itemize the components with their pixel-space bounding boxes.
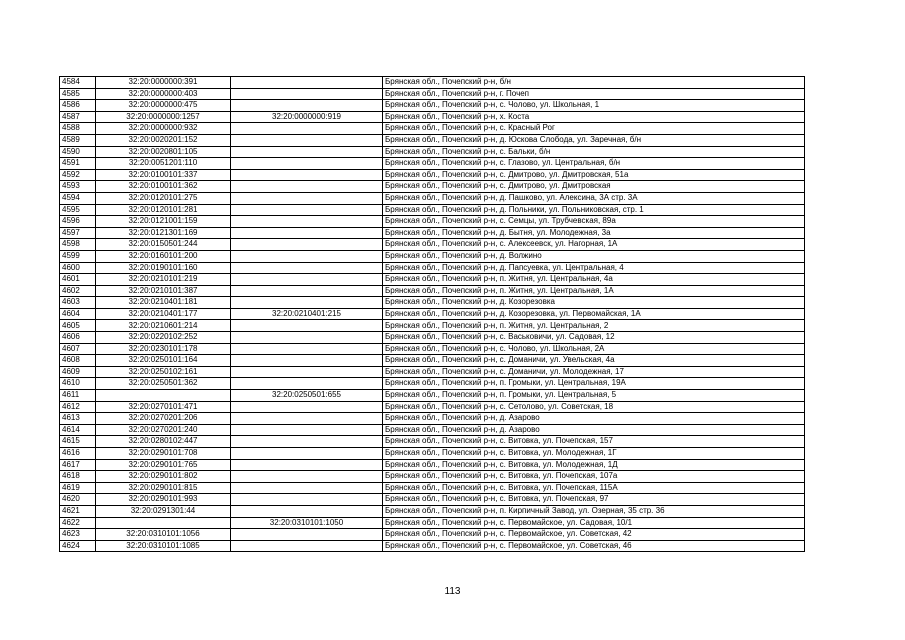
address-cell: Брянская обл., Почепский р-н, п. Житня, ул. Центральная, 2 bbox=[383, 320, 805, 332]
table-row bbox=[60, 123, 805, 135]
cadastral-number-cell: 32:20:0230101:178 bbox=[96, 343, 231, 355]
row-number-cell: 4586 bbox=[60, 100, 96, 112]
table-row bbox=[60, 390, 805, 402]
address-cell: Брянская обл., Почепский р-н, с. Бальки, б/н bbox=[383, 146, 805, 158]
linked-cadastral-number-cell bbox=[231, 424, 383, 436]
table-row bbox=[60, 378, 805, 390]
row-number-cell: 4607 bbox=[60, 343, 96, 355]
table-row bbox=[60, 262, 805, 274]
table-row bbox=[60, 158, 805, 170]
address-cell: Брянская обл., Почепский р-н, с. Витовка, ул. Молодежная, 1Д bbox=[383, 459, 805, 471]
table-row bbox=[60, 366, 805, 378]
row-number-cell: 4617 bbox=[60, 459, 96, 471]
row-number-cell: 4603 bbox=[60, 297, 96, 309]
linked-cadastral-number-cell bbox=[231, 181, 383, 193]
linked-cadastral-number-cell bbox=[231, 262, 383, 274]
address-cell: Брянская обл., Почепский р-н, с. Дмитрово, ул. Дмитровская, 51а bbox=[383, 169, 805, 181]
table-row bbox=[60, 471, 805, 483]
address-cell: Брянская обл., Почепский р-н, х. Коста bbox=[383, 111, 805, 123]
address-cell: Брянская обл., Почепский р-н, с. Алексеевск, ул. Нагорная, 1А bbox=[383, 239, 805, 251]
table-row bbox=[60, 494, 805, 506]
cadastral-number-cell: 32:20:0210101:219 bbox=[96, 274, 231, 286]
linked-cadastral-number-cell: 32:20:0000000:919 bbox=[231, 111, 383, 123]
linked-cadastral-number-cell bbox=[231, 192, 383, 204]
table-row bbox=[60, 448, 805, 460]
address-cell: Брянская обл., Почепский р-н, с. Чолово, ул. Школьная, 1 bbox=[383, 100, 805, 112]
table-row bbox=[60, 343, 805, 355]
table-row bbox=[60, 529, 805, 541]
linked-cadastral-number-cell bbox=[231, 134, 383, 146]
table-row bbox=[60, 250, 805, 262]
table-row bbox=[60, 111, 805, 123]
linked-cadastral-number-cell bbox=[231, 355, 383, 367]
linked-cadastral-number-cell bbox=[231, 436, 383, 448]
cadastral-number-cell: 32:20:0270101:471 bbox=[96, 401, 231, 413]
row-number-cell: 4605 bbox=[60, 320, 96, 332]
address-cell: Брянская обл., Почепский р-н, с. Доманичи, ул. Молодежная, 17 bbox=[383, 366, 805, 378]
table-row bbox=[60, 459, 805, 471]
table-row bbox=[60, 413, 805, 425]
cadastral-number-cell: 32:20:0190101:160 bbox=[96, 262, 231, 274]
registry-table-body bbox=[60, 77, 805, 552]
row-number-cell: 4613 bbox=[60, 413, 96, 425]
row-number-cell: 4598 bbox=[60, 239, 96, 251]
cadastral-number-cell: 32:20:0020801:105 bbox=[96, 146, 231, 158]
linked-cadastral-number-cell bbox=[231, 285, 383, 297]
cadastral-number-cell: 32:20:0000000:932 bbox=[96, 123, 231, 135]
linked-cadastral-number-cell bbox=[231, 366, 383, 378]
row-number-cell: 4584 bbox=[60, 77, 96, 89]
cadastral-number-cell: 32:20:0210401:181 bbox=[96, 297, 231, 309]
row-number-cell: 4594 bbox=[60, 192, 96, 204]
row-number-cell: 4599 bbox=[60, 250, 96, 262]
cadastral-number-cell: 32:20:0020201:152 bbox=[96, 134, 231, 146]
address-cell: Брянская обл., Почепский р-н, с. Красный Рог bbox=[383, 123, 805, 135]
row-number-cell: 4592 bbox=[60, 169, 96, 181]
row-number-cell: 4623 bbox=[60, 529, 96, 541]
linked-cadastral-number-cell: 32:20:0210401:215 bbox=[231, 308, 383, 320]
linked-cadastral-number-cell: 32:20:0310101:1050 bbox=[231, 517, 383, 529]
linked-cadastral-number-cell bbox=[231, 158, 383, 170]
cadastral-number-cell: 32:20:0290101:815 bbox=[96, 482, 231, 494]
address-cell: Брянская обл., Почепский р-н, с. Витовка, ул. Почепская, 97 bbox=[383, 494, 805, 506]
linked-cadastral-number-cell bbox=[231, 227, 383, 239]
address-cell: Брянская обл., Почепский р-н, д. Азарово bbox=[383, 424, 805, 436]
address-cell: Брянская обл., Почепский р-н, п. Житня, ул. Центральная, 4а bbox=[383, 274, 805, 286]
address-cell: Брянская обл., Почепский р-н, д. Юскова Слобода, ул. Заречная, б/н bbox=[383, 134, 805, 146]
table-row bbox=[60, 297, 805, 309]
linked-cadastral-number-cell bbox=[231, 494, 383, 506]
table-row bbox=[60, 436, 805, 448]
address-cell: Брянская обл., Почепский р-н, п. Громыки, ул. Центральная, 19А bbox=[383, 378, 805, 390]
address-cell: Брянская обл., Почепский р-н, д. Козорезовка bbox=[383, 297, 805, 309]
linked-cadastral-number-cell bbox=[231, 169, 383, 181]
linked-cadastral-number-cell bbox=[231, 297, 383, 309]
row-number-cell: 4611 bbox=[60, 390, 96, 402]
row-number-cell: 4587 bbox=[60, 111, 96, 123]
address-cell: Брянская обл., Почепский р-н, с. Витовка, ул. Почепская, 115А bbox=[383, 482, 805, 494]
row-number-cell: 4602 bbox=[60, 285, 96, 297]
cadastral-number-cell: 32:20:0290101:765 bbox=[96, 459, 231, 471]
linked-cadastral-number-cell bbox=[231, 459, 383, 471]
table-row bbox=[60, 169, 805, 181]
address-cell: Брянская обл., Почепский р-н, с. Дмитрово, ул. Дмитровская bbox=[383, 181, 805, 193]
cadastral-number-cell: 32:20:0310101:1056 bbox=[96, 529, 231, 541]
table-row bbox=[60, 517, 805, 529]
table-row bbox=[60, 332, 805, 344]
linked-cadastral-number-cell bbox=[231, 471, 383, 483]
cadastral-number-cell: 32:20:0210401:177 bbox=[96, 308, 231, 320]
table-row bbox=[60, 355, 805, 367]
cadastral-number-cell: 32:20:0290101:802 bbox=[96, 471, 231, 483]
address-cell: Брянская обл., Почепский р-н, с. Первомайское, ул. Садовая, 10/1 bbox=[383, 517, 805, 529]
linked-cadastral-number-cell bbox=[231, 100, 383, 112]
address-cell: Брянская обл., Почепский р-н, п. Громыки, ул. Центральная, 5 bbox=[383, 390, 805, 402]
cadastral-number-cell: 32:20:0210601:214 bbox=[96, 320, 231, 332]
cadastral-number-cell: 32:20:0250101:164 bbox=[96, 355, 231, 367]
linked-cadastral-number-cell bbox=[231, 505, 383, 517]
cadastral-number-cell: 32:20:0000000:1257 bbox=[96, 111, 231, 123]
cadastral-number-cell bbox=[96, 517, 231, 529]
linked-cadastral-number-cell bbox=[231, 239, 383, 251]
linked-cadastral-number-cell bbox=[231, 88, 383, 100]
table-row bbox=[60, 540, 805, 552]
row-number-cell: 4618 bbox=[60, 471, 96, 483]
table-row bbox=[60, 505, 805, 517]
address-cell: Брянская обл., Почепский р-н, с. Семцы, ул. Трубчевская, 89а bbox=[383, 216, 805, 228]
table-row bbox=[60, 146, 805, 158]
cadastral-number-cell: 32:20:0121301:169 bbox=[96, 227, 231, 239]
address-cell: Брянская обл., Почепский р-н, д. Польники, ул. Польниковская, стр. 1 bbox=[383, 204, 805, 216]
linked-cadastral-number-cell bbox=[231, 77, 383, 89]
cadastral-number-cell: 32:20:0290101:708 bbox=[96, 448, 231, 460]
table-row bbox=[60, 424, 805, 436]
table-row bbox=[60, 192, 805, 204]
cadastral-number-cell: 32:20:0150501:244 bbox=[96, 239, 231, 251]
cadastral-number-cell: 32:20:0121001:159 bbox=[96, 216, 231, 228]
table-row bbox=[60, 401, 805, 413]
linked-cadastral-number-cell: 32:20:0250501:655 bbox=[231, 390, 383, 402]
cadastral-number-cell: 32:20:0210101:387 bbox=[96, 285, 231, 297]
cadastral-number-cell: 32:20:0051201:110 bbox=[96, 158, 231, 170]
row-number-cell: 4585 bbox=[60, 88, 96, 100]
linked-cadastral-number-cell bbox=[231, 250, 383, 262]
table-row bbox=[60, 88, 805, 100]
address-cell: Брянская обл., Почепский р-н, с. Витовка, ул. Почепская, 107а bbox=[383, 471, 805, 483]
linked-cadastral-number-cell bbox=[231, 448, 383, 460]
row-number-cell: 4615 bbox=[60, 436, 96, 448]
row-number-cell: 4606 bbox=[60, 332, 96, 344]
linked-cadastral-number-cell bbox=[231, 320, 383, 332]
row-number-cell: 4588 bbox=[60, 123, 96, 135]
address-cell: Брянская обл., Почепский р-н, д. Бытня, ул. Молодежная, 3а bbox=[383, 227, 805, 239]
row-number-cell: 4597 bbox=[60, 227, 96, 239]
linked-cadastral-number-cell bbox=[231, 204, 383, 216]
cadastral-number-cell: 32:20:0291301:44 bbox=[96, 505, 231, 517]
address-cell: Брянская обл., Почепский р-н, д. Козорезовка, ул. Первомайская, 1А bbox=[383, 308, 805, 320]
address-cell: Брянская обл., Почепский р-н, с. Первомайское, ул. Советская, 46 bbox=[383, 540, 805, 552]
linked-cadastral-number-cell bbox=[231, 401, 383, 413]
linked-cadastral-number-cell bbox=[231, 482, 383, 494]
address-cell: Брянская обл., Почепский р-н, с. Первомайское, ул. Советская, 42 bbox=[383, 529, 805, 541]
row-number-cell: 4596 bbox=[60, 216, 96, 228]
address-cell: Брянская обл., Почепский р-н, с. Чолово, ул. Школьная, 2А bbox=[383, 343, 805, 355]
table-row bbox=[60, 482, 805, 494]
address-cell: Брянская обл., Почепский р-н, п. Житня, ул. Центральная, 1А bbox=[383, 285, 805, 297]
cadastral-number-cell: 32:20:0100101:362 bbox=[96, 181, 231, 193]
linked-cadastral-number-cell bbox=[231, 529, 383, 541]
cadastral-number-cell: 32:20:0120101:275 bbox=[96, 192, 231, 204]
table-row bbox=[60, 216, 805, 228]
table-row bbox=[60, 134, 805, 146]
address-cell: Брянская обл., Почепский р-н, д. Волжино bbox=[383, 250, 805, 262]
cadastral-number-cell: 32:20:0290101:993 bbox=[96, 494, 231, 506]
address-cell: Брянская обл., Почепский р-н, д. Азарово bbox=[383, 413, 805, 425]
table-row bbox=[60, 308, 805, 320]
table-row bbox=[60, 77, 805, 89]
table-row bbox=[60, 274, 805, 286]
row-number-cell: 4616 bbox=[60, 448, 96, 460]
address-cell: Брянская обл., Почепский р-н, с. Витовка, ул. Почепская, 157 bbox=[383, 436, 805, 448]
cadastral-number-cell: 32:20:0000000:403 bbox=[96, 88, 231, 100]
address-cell: Брянская обл., Почепский р-н, с. Доманичи, ул. Увельская, 4а bbox=[383, 355, 805, 367]
row-number-cell: 4609 bbox=[60, 366, 96, 378]
row-number-cell: 4624 bbox=[60, 540, 96, 552]
table-row bbox=[60, 181, 805, 193]
linked-cadastral-number-cell bbox=[231, 540, 383, 552]
row-number-cell: 4590 bbox=[60, 146, 96, 158]
linked-cadastral-number-cell bbox=[231, 378, 383, 390]
table-row bbox=[60, 227, 805, 239]
address-cell: Брянская обл., Почепский р-н, д. Папсуевка, ул. Центральная, 4 bbox=[383, 262, 805, 274]
row-number-cell: 4595 bbox=[60, 204, 96, 216]
row-number-cell: 4620 bbox=[60, 494, 96, 506]
cadastral-number-cell: 32:20:0310101:1085 bbox=[96, 540, 231, 552]
address-cell: Брянская обл., Почепский р-н, с. Сетолово, ул. Советская, 18 bbox=[383, 401, 805, 413]
page-number: 113 bbox=[444, 586, 461, 597]
cadastral-number-cell: 32:20:0000000:475 bbox=[96, 100, 231, 112]
table-row bbox=[60, 239, 805, 251]
table-row bbox=[60, 320, 805, 332]
row-number-cell: 4614 bbox=[60, 424, 96, 436]
linked-cadastral-number-cell bbox=[231, 413, 383, 425]
row-number-cell: 4604 bbox=[60, 308, 96, 320]
cadastral-number-cell: 32:20:0160101:200 bbox=[96, 250, 231, 262]
row-number-cell: 4619 bbox=[60, 482, 96, 494]
registry-table bbox=[59, 76, 805, 552]
cadastral-number-cell: 32:20:0250102:161 bbox=[96, 366, 231, 378]
cadastral-number-cell: 32:20:0270201:240 bbox=[96, 424, 231, 436]
row-number-cell: 4612 bbox=[60, 401, 96, 413]
cadastral-number-cell: 32:20:0220102:252 bbox=[96, 332, 231, 344]
row-number-cell: 4601 bbox=[60, 274, 96, 286]
row-number-cell: 4608 bbox=[60, 355, 96, 367]
address-cell: Брянская обл., Почепский р-н, с. Глазово, ул. Центральная, б/н bbox=[383, 158, 805, 170]
address-cell: Брянская обл., Почепский р-н, д. Пашково, ул. Алексина, 3А стр. 3А bbox=[383, 192, 805, 204]
row-number-cell: 4589 bbox=[60, 134, 96, 146]
linked-cadastral-number-cell bbox=[231, 216, 383, 228]
cadastral-number-cell: 32:20:0280102:447 bbox=[96, 436, 231, 448]
address-cell: Брянская обл., Почепский р-н, г. Почеп bbox=[383, 88, 805, 100]
address-cell: Брянская обл., Почепский р-н, б/н bbox=[383, 77, 805, 89]
linked-cadastral-number-cell bbox=[231, 146, 383, 158]
linked-cadastral-number-cell bbox=[231, 274, 383, 286]
address-cell: Брянская обл., Почепский р-н, с. Витовка, ул. Молодежная, 1Г bbox=[383, 448, 805, 460]
row-number-cell: 4600 bbox=[60, 262, 96, 274]
address-cell: Брянская обл., Почепский р-н, с. Васьковичи, ул. Садовая, 12 bbox=[383, 332, 805, 344]
cadastral-number-cell: 32:20:0270201:206 bbox=[96, 413, 231, 425]
linked-cadastral-number-cell bbox=[231, 343, 383, 355]
row-number-cell: 4591 bbox=[60, 158, 96, 170]
cadastral-number-cell: 32:20:0000000:391 bbox=[96, 77, 231, 89]
linked-cadastral-number-cell bbox=[231, 332, 383, 344]
row-number-cell: 4610 bbox=[60, 378, 96, 390]
row-number-cell: 4621 bbox=[60, 505, 96, 517]
address-cell: Брянская обл., Почепский р-н, п. Кирпичный Завод, ул. Озерная, 35 стр. 36 bbox=[383, 505, 805, 517]
row-number-cell: 4593 bbox=[60, 181, 96, 193]
table-row bbox=[60, 204, 805, 216]
cadastral-number-cell: 32:20:0250501:362 bbox=[96, 378, 231, 390]
table-row bbox=[60, 285, 805, 297]
row-number-cell: 4622 bbox=[60, 517, 96, 529]
cadastral-number-cell bbox=[96, 390, 231, 402]
cadastral-number-cell: 32:20:0120101:281 bbox=[96, 204, 231, 216]
table-row bbox=[60, 100, 805, 112]
linked-cadastral-number-cell bbox=[231, 123, 383, 135]
cadastral-number-cell: 32:20:0100101:337 bbox=[96, 169, 231, 181]
